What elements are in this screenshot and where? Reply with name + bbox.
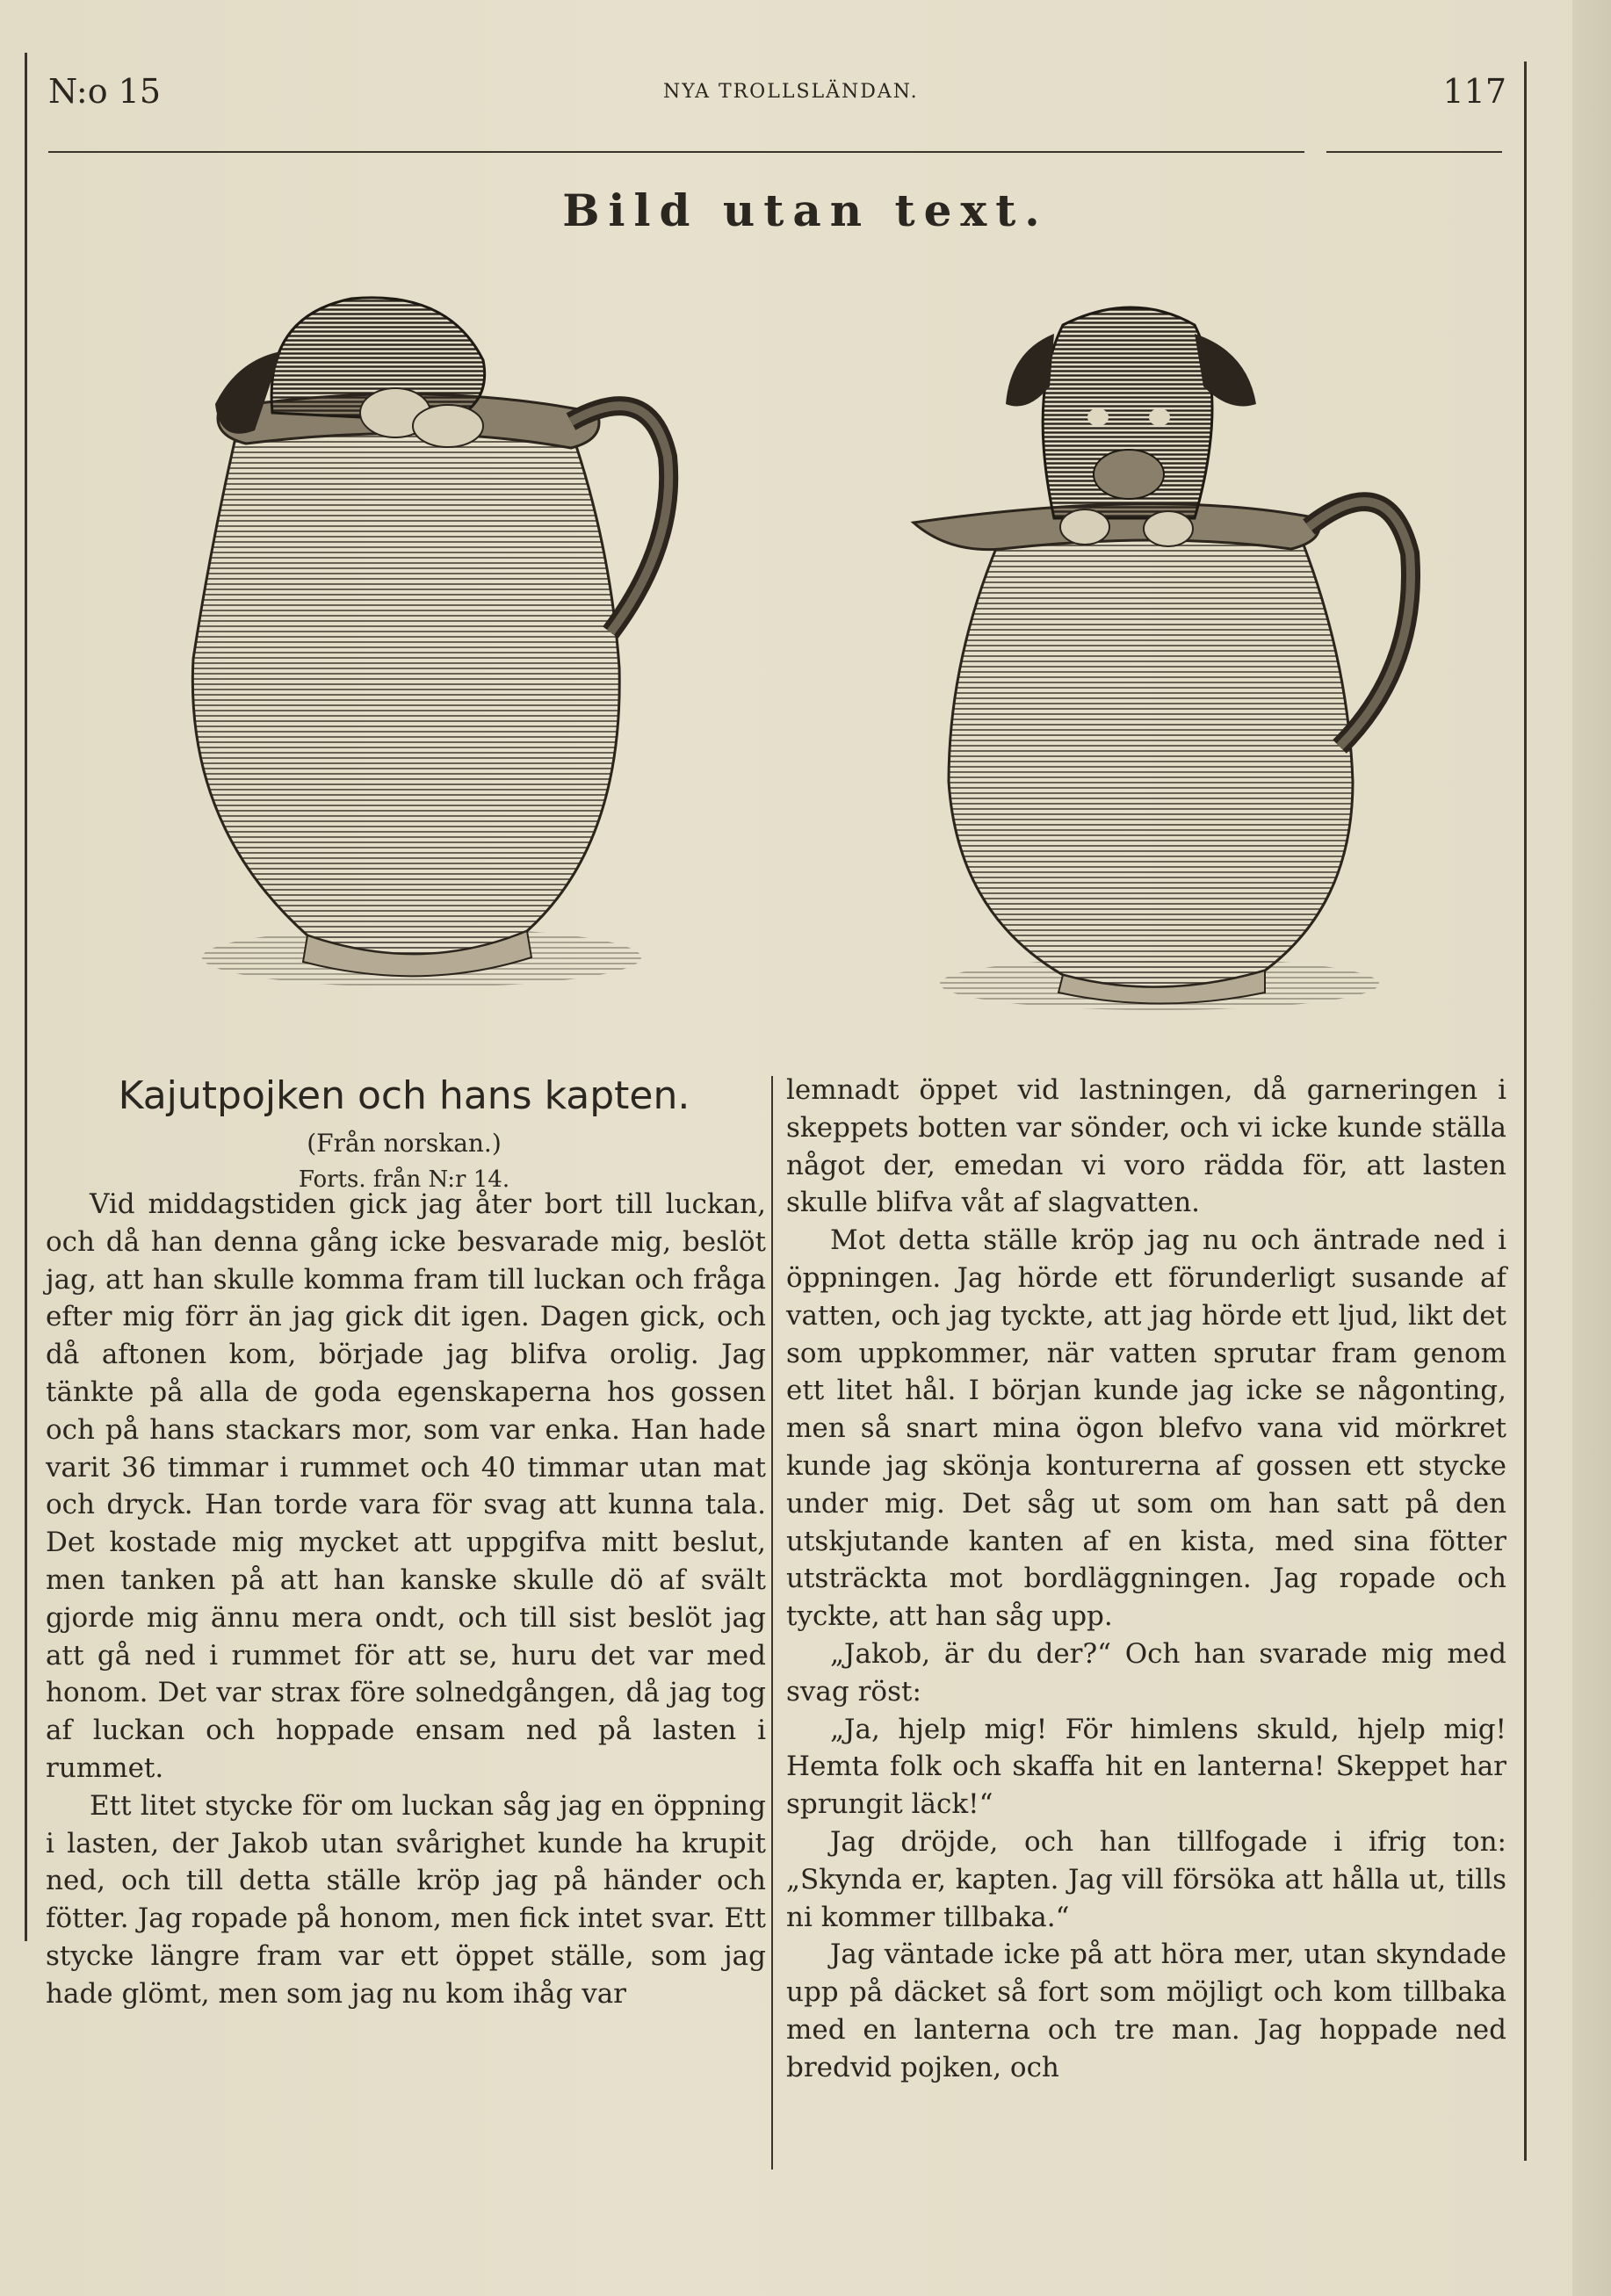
article-continued: Forts. från N:r 14. — [298, 1166, 510, 1193]
header-rule-short — [1326, 151, 1502, 153]
header-rule — [48, 151, 1304, 153]
left-column — [46, 1186, 766, 2013]
paragraph: Jag väntade icke på att höra mer, utan skyndade upp på däcket så fort som möjligt och kom tillbaka med en lanterna och tre man. Jag hoppade ned bredvid pojken, och — [786, 1939, 1506, 2083]
column-divider — [771, 1076, 773, 2170]
illustration-sleeping-puppy — [132, 281, 694, 1010]
paragraph: Jag dröjde, och han tillfogade i ifrig ton: „Skynda er, kapten. Jag vill försöka att hålla ut, tills ni kommer tillbaka.“ — [786, 1825, 1506, 1933]
illustration-peeking-puppy — [896, 290, 1458, 1019]
article-title: Kajutpojken och hans kapten. — [118, 1073, 690, 1118]
paragraph: „Jakob, är du der?“ Och han svarade mig med svag röst: — [786, 1637, 1506, 1708]
page-edge — [1572, 0, 1611, 2296]
paragraph: Mot detta ställe kröp jag nu och äntrade ned i öppningen. Jag hörde ett förunderligt susande af vatten, och jag tyckte, att jag hörde ett ljud, likt det som uppkommer, när vatten sprutar fram genom ett litet hål. I början kunde jag icke se någonting, men så snart mina ögon blefvo vana vid mörkret kunde jag skönja konturerna af gossen ett stycke under mig. Det såg ut som om han satt på den utskjutande kanten af en kista, med sina fötter utsträckta mot bordläggningen. Jag ropade och tyckte, att han såg upp. — [786, 1224, 1506, 1633]
magazine-title: NYA TROLLSLÄNDAN. — [663, 81, 919, 103]
puppy-jug-right-engraving — [896, 290, 1458, 1019]
article-source: (Från norskan.) — [307, 1129, 502, 1158]
issue-number: N:o 15 — [48, 72, 162, 111]
right-margin-rule — [1524, 61, 1527, 2161]
right-column — [786, 1072, 1506, 2087]
paragraph: lemnadt öppet vid lastningen, då garneringen i skeppets botten var sönder, och vi icke kunde ställa något der, emedan vi voro rädda för, att lasten skulle blifva våt af slagvatten. — [786, 1074, 1506, 1219]
paragraph: Vid middagstiden gick jag åter bort till luckan, och då han denna gång icke besvarade mig, beslöt jag, att han skulle komma fram till luckan och fråga efter mig förr än jag gick dit igen. Dagen gick, och då aftonen kom, började jag blifva orolig. Jag tänkte på alla de goda egenskaperna hos gossen och på hans stackars mor, som var enka. Han hade varit 36 timmar i rummet och 40 timmar utan mat och dryck. Han torde vara för svag att kunna tala. Det kostade mig mycket att uppgifva mitt beslut, men tanken på att han kanske skulle dö af svält gjorde mig ännu mera ondt, och till sist beslöt jag att gå ned i rummet för att se, huru det var med honom. Det var strax före solnedgången, då jag tog af luckan och hoppade ensam ned på lasten i rummet. — [46, 1188, 766, 1784]
left-margin-rule — [25, 53, 27, 1941]
picture-title: Bild utan text. — [562, 184, 1049, 236]
puppy-jug-left-engraving — [132, 281, 694, 1010]
page-number: 117 — [1442, 72, 1506, 111]
running-header — [48, 72, 1506, 116]
paragraph: „Ja, hjelp mig! För himlens skuld, hjelp mig! Hemta folk och skaffa hit en lanterna! Skeppet har sprungit läck!“ — [786, 1713, 1506, 1821]
paragraph: Ett litet stycke för om luckan såg jag en öppning i lasten, der Jakob utan svårighet kunde ha krupit ned, och till detta ställe kröp jag på händer och fötter. Jag ropade på honom, men fick intet svar. Ett stycke längre fram var ett öppet ställe, som jag hade glömt, men som jag nu kom ihåg var — [46, 1789, 766, 2010]
